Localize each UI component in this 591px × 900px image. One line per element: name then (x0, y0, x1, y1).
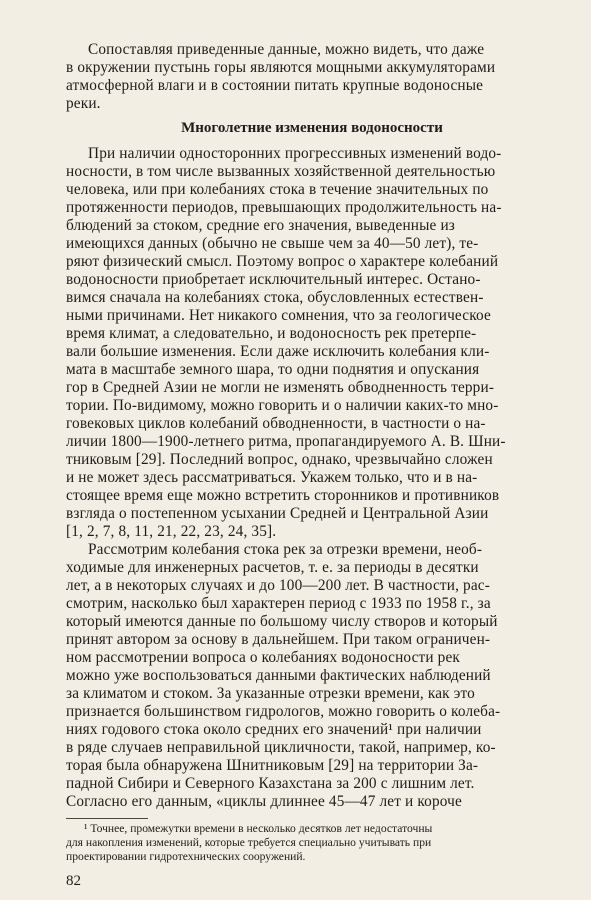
text-line: и не может здесь рассматриваться. Укажем только, что и в на- (66, 469, 478, 486)
text-line: падной Сибири и Северного Казахстана за 200 с лишним лет. (66, 775, 475, 792)
text-line: ходимые для инженерных расчетов, т. е. за периоды в десятки (66, 559, 479, 576)
text-line: атмосферной влаги и в состоянии питать крупные водоносные (66, 77, 484, 94)
text-line: вимся сначала на колебаниях стока, обусловленных естествен- (66, 289, 484, 306)
text-line: ряют физический смысл. Поэтому вопрос о характере колебаний (66, 253, 499, 270)
text-line: торая была обнаружена Шнитниковым [29] на территории За- (66, 757, 479, 774)
text-line: в ряде случаев неправильной цикличности, такой, например, ко- (66, 739, 496, 756)
text-line: лет, а в некоторых случаях и до 100—200 лет. В частности, рас- (66, 577, 490, 594)
text-line: ниях годового стока около средних его значений¹ при наличии (66, 721, 482, 738)
text-line: Рассмотрим колебания стока рек за отрезки времени, необ- (88, 541, 483, 558)
text-line: гор в Средней Азии не могли не изменять обводненность терри- (66, 379, 495, 396)
text-line: реки. (66, 95, 101, 112)
text-line: взгляда о постепенном усыхании Средней и Центральной Азии (66, 505, 489, 522)
text-line: Согласно его данным, «циклы длиннее 45—47 лет и короче (66, 793, 462, 810)
text-line: смотрим, насколько был характерен период с 1933 по 1958 г., за (66, 595, 491, 612)
text-line: личии 1800—1900-летнего ритма, пропагандируемого А. В. Шни- (66, 433, 506, 450)
text-line: [1, 2, 7, 8, 11, 21, 22, 23, 24, 35]. (66, 523, 277, 540)
text-line: за климатом и стоком. За указанные отрезки времени, как это (66, 685, 475, 702)
page-number: 82 (66, 873, 81, 889)
text-line: тории. По-видимому, можно говорить и о наличии каких-то мно- (66, 397, 499, 414)
text-line: Сопоставляя приведенные данные, можно видеть, что даже (88, 41, 485, 58)
text-line: вали большие изменения. Если даже исключить колебания кли- (66, 343, 490, 360)
footnote-line: проектировании гидротехнических сооружений. (66, 850, 306, 863)
text-line: водоносности приобретает исключительный интерес. Остано- (66, 271, 481, 288)
text-line: имеющихся данных (обычно не свыше чем за 40—50 лет), те- (66, 235, 479, 252)
text-line: мата в масштабе земного шара, то одни поднятия и опускания (66, 361, 480, 378)
text-line: стоящее время еще можно встретить сторонников и противников (66, 487, 500, 504)
text-line: ными причинами. Нет никакого сомнения, что за геологическое (66, 307, 491, 324)
text-line: протяженности периодов, превышающих продолжительность на- (66, 199, 502, 216)
section-heading: Многолетние изменения водоносности (181, 120, 443, 136)
text-line: время климат, а следовательно, и водоносность рек претерпе- (66, 325, 477, 342)
text-line: носности, в том числе вызванных хозяйственной деятельностью (66, 163, 496, 180)
text-line: человека, или при колебаниях стока в течение значительных по (66, 181, 489, 198)
footnote-line: для накопления изменений, которые требуется специально учитывать при (66, 836, 432, 849)
text-line: можно уже воспользоваться данными фактических наблюдений (66, 667, 491, 684)
text-line: ном рассмотрении вопроса о колебаниях водоносности рек (66, 649, 460, 666)
footnote-rule (66, 818, 148, 819)
text-line: признается большинством гидрологов, можно говорить о колеба- (66, 703, 501, 720)
text-line: блюдений за стоком, средние его значения, выведенные из (66, 217, 455, 234)
text-line: в окружении пустынь горы являются мощными аккумуляторами (66, 59, 496, 76)
text-line: который имеются данные по большому числу створов и который (66, 613, 498, 630)
text-line: тниковым [29]. Последний вопрос, однако, чрезвычайно сложен (66, 451, 493, 468)
text-line: говековых циклов колебаний обводненности, в частности о на- (66, 415, 486, 432)
text-line: принят автором за основу в дальнейшем. При таком ограничен- (66, 631, 491, 648)
text-line: При наличии односторонних прогрессивных изменений водо- (88, 145, 502, 162)
footnote-line: ¹ Точнее, промежутки времени в несколько десятков лет недостаточны (84, 822, 433, 835)
